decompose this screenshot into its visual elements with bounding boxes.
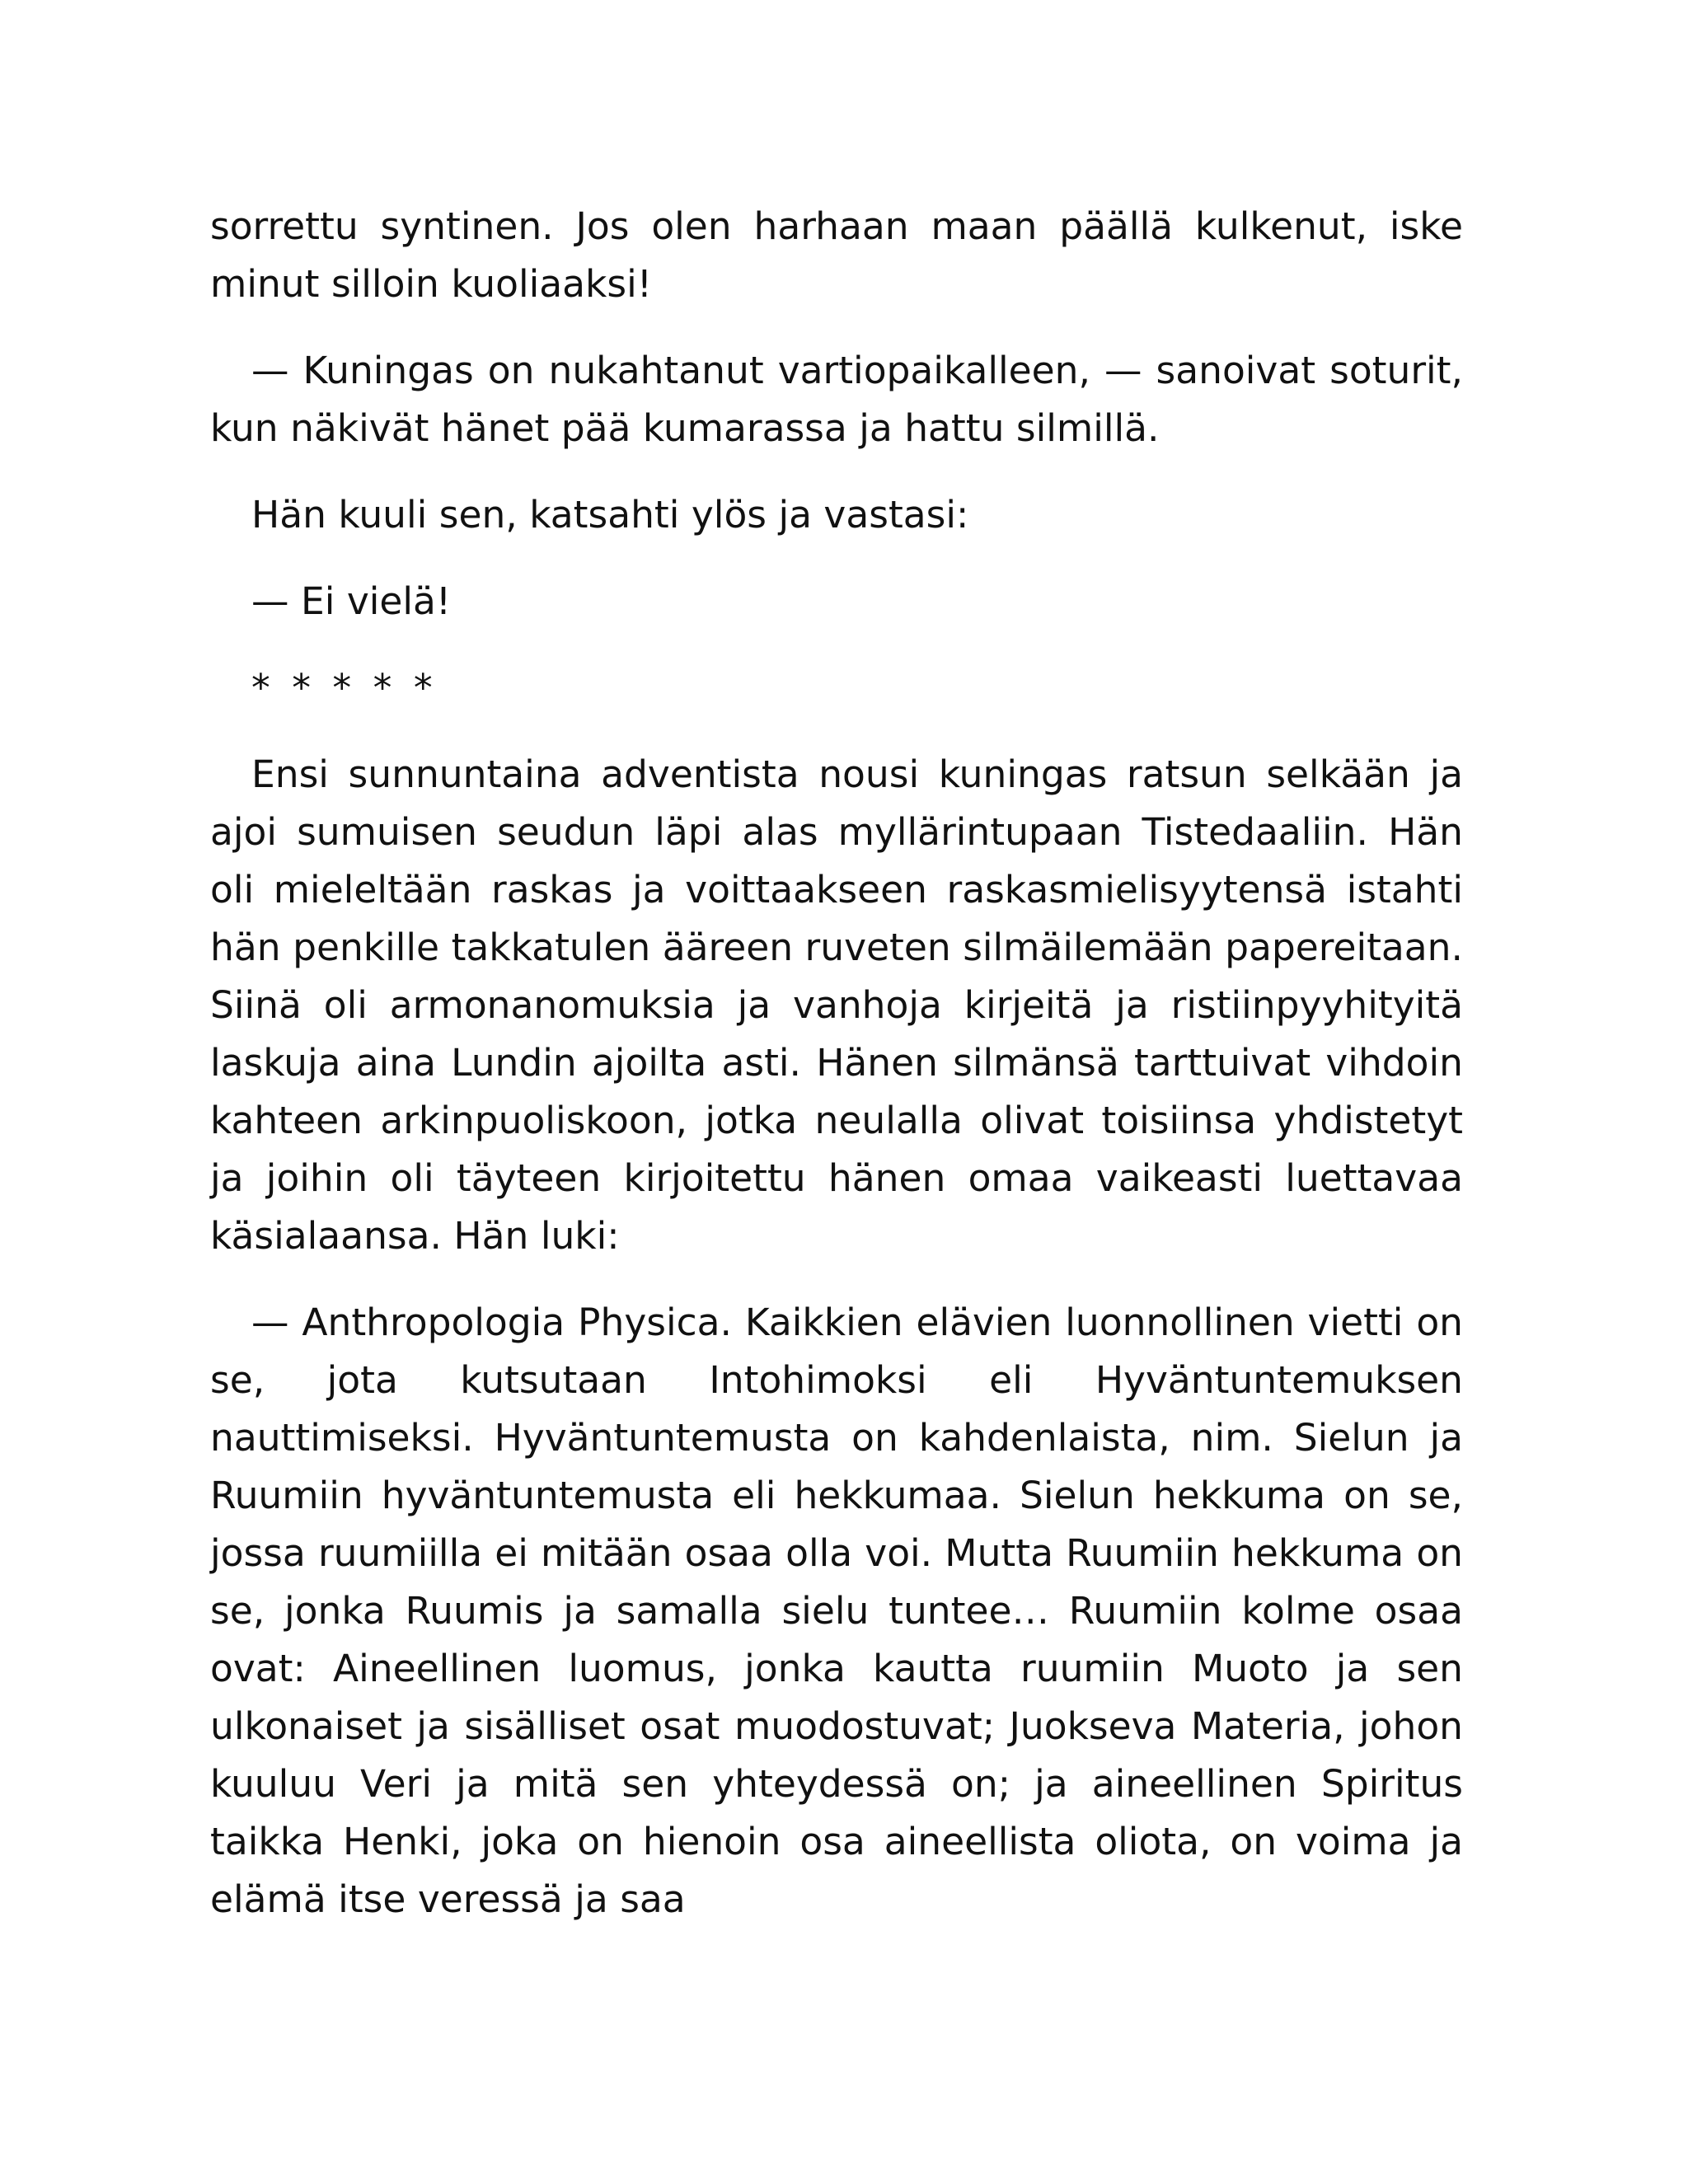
paragraph-3: Hän kuuli sen, katsahti ylös ja vastasi: [251, 493, 969, 537]
paragraph-5: Ensi sunnuntaina adventista nousi kuningas ratsun selkään ja ajoi sumuisen seudun läpi alas myllärintupaan Tistedaaliin. Hän oli mieleltään raskas ja voittaakseen raskasmielisyytensä istahti hän penkille takkatulen ääreen ruveten silmäilemään papereitaan. Siinä oli armonanomuksia ja vanhoja kirjeitä ja ristiinpyyhityitä laskuja aina Lundin ajoilta asti. Hänen silmänsä tarttuivat vihdoin kahteen arkinpuoliskoon, jotka neulalla olivat toisiinsa yhdistetyt ja joihin oli täyteen kirjoitettu hänen omaa vaikeasti luettavaa käsialaansa. Hän luki: [210, 752, 1463, 1258]
page-body [210, 198, 1463, 1929]
section-break: * * * * * [251, 666, 438, 710]
paragraph-1: sorrettu syntinen. Jos olen harhaan maan päällä kulkenut, iske minut silloin kuoliaaksi! [210, 204, 1463, 306]
paragraph-6: — Anthropologia Physica. Kaikkien elävien luonnollinen vietti on se, jota kutsutaan Intohimoksi eli Hyväntuntemuksen nauttimiseksi. Hyväntuntemusta on kahdenlaista, nim. Sielun ja Ruumiin hyväntuntemusta eli hekkumaa. Sielun hekkuma on se, jossa ruumiilla ei mitään osaa olla voi. Mutta Ruumiin hekkuma on se, jonka Ruumis ja samalla sielu tuntee… Ruumiin kolme osaa ovat: Aineellinen luomus, jonka kautta ruumiin Muoto ja sen ulkonaiset ja sisälliset osat muodostuvat; Juokseva Materia, johon kuuluu Veri ja mitä sen yhteydessä on; ja aineellinen Spiritus taikka Henki, joka on hienoin osa aineellista oliota, on voima ja elämä itse veressä ja saa [210, 1301, 1463, 1921]
paragraph-4: — Ei vielä! [251, 579, 452, 623]
paragraph-2: — Kuningas on nukahtanut vartiopaikalleen, — sanoivat soturit, kun näkivät hänet pää kumarassa ja hattu silmillä. [210, 349, 1463, 450]
